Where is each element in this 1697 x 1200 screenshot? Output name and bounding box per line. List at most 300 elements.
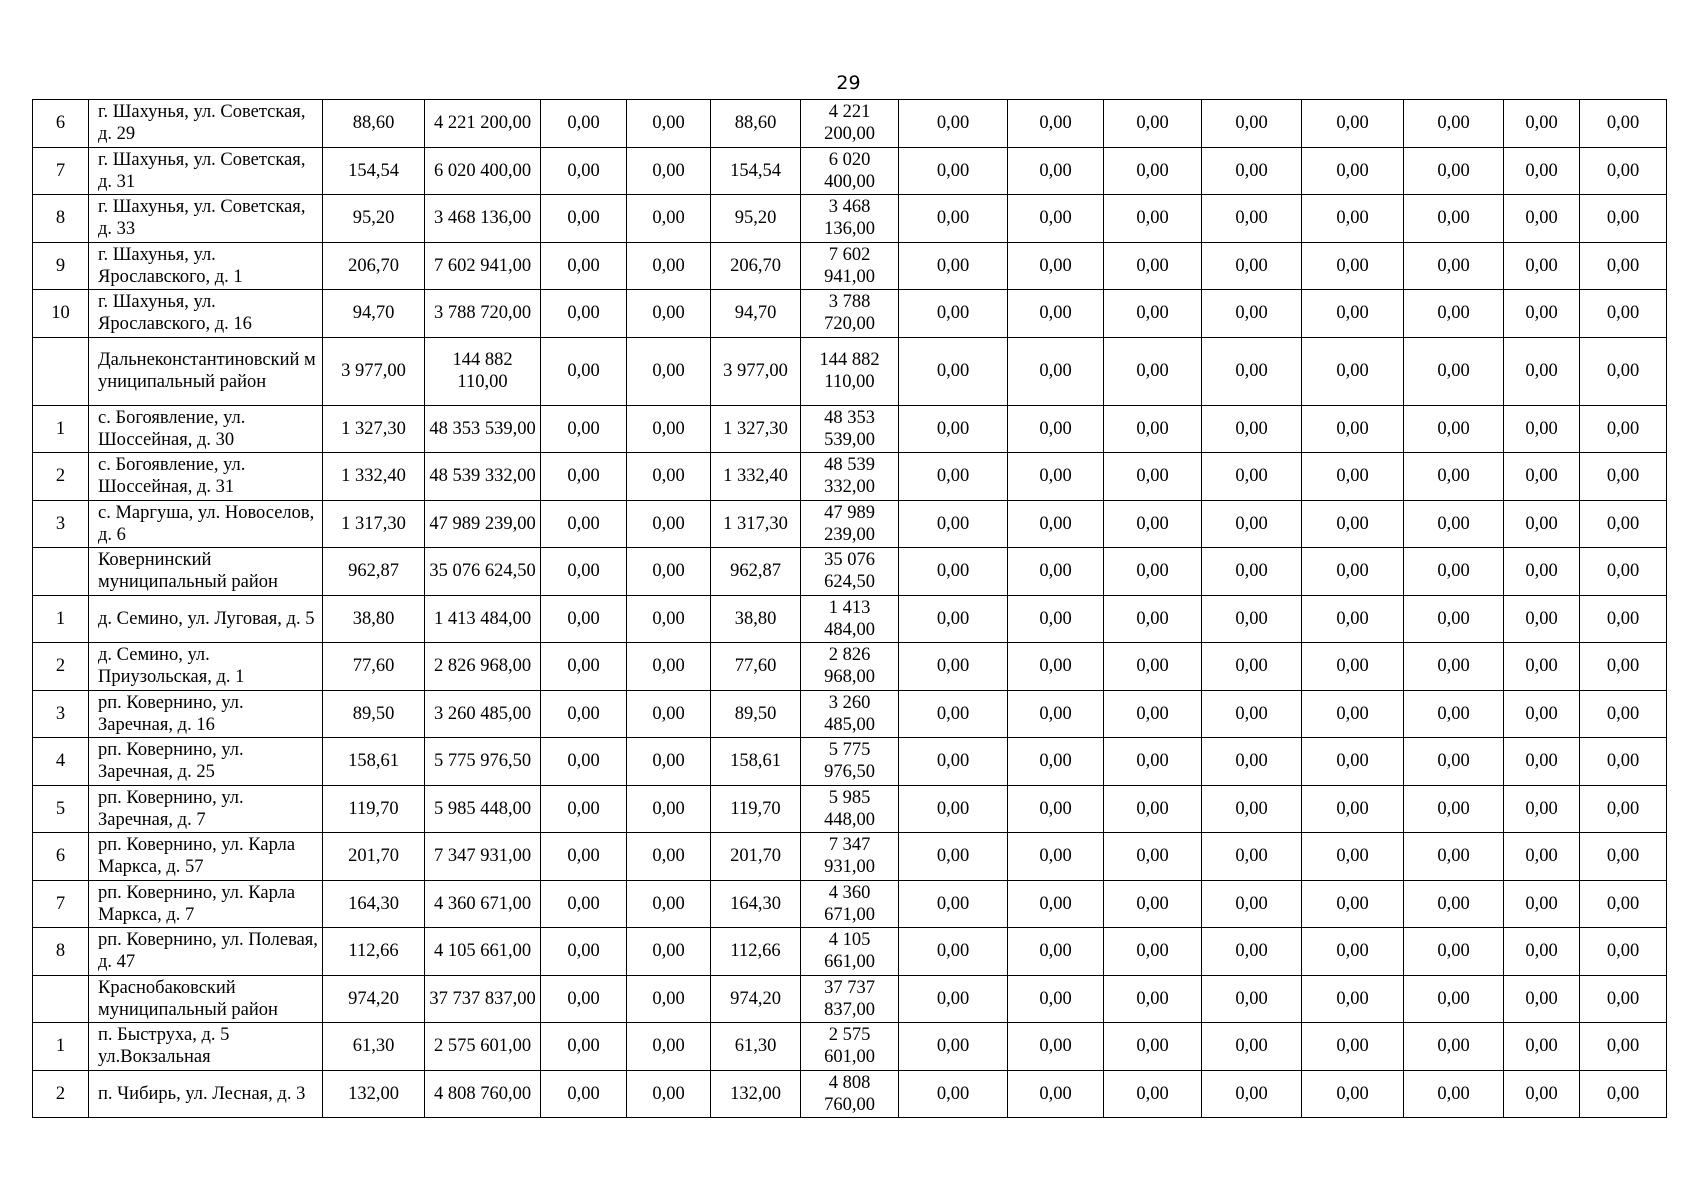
zero-value-cell: 0,00 xyxy=(1580,405,1667,453)
area-cell: 1 332,40 xyxy=(711,453,801,501)
address-cell: рп. Ковернино, ул. Полевая, д. 47 xyxy=(89,928,323,976)
zero-value-cell: 0,00 xyxy=(899,1023,1008,1071)
value-cell: 0,00 xyxy=(541,100,627,148)
zero-value-cell: 0,00 xyxy=(1008,643,1104,691)
table-row xyxy=(33,690,1667,738)
zero-value-cell: 0,00 xyxy=(1580,337,1667,405)
zero-value-cell: 0,00 xyxy=(1404,1070,1504,1118)
zero-value-cell: 0,00 xyxy=(1302,100,1404,148)
zero-value-cell: 0,00 xyxy=(1104,405,1202,453)
cost-cell: 5 985 448,00 xyxy=(425,785,541,833)
zero-value-cell: 0,00 xyxy=(1008,147,1104,195)
cost-cell: 3 468 136,00 xyxy=(801,195,899,243)
value-cell: 0,00 xyxy=(541,405,627,453)
cost-cell: 4 808 760,00 xyxy=(425,1070,541,1118)
zero-value-cell: 0,00 xyxy=(1104,690,1202,738)
zero-value-cell: 0,00 xyxy=(1302,290,1404,338)
zero-value-cell: 0,00 xyxy=(1404,290,1504,338)
row-number-cell: 6 xyxy=(33,100,89,148)
zero-value-cell: 0,00 xyxy=(1302,242,1404,290)
cost-cell: 3 260 485,00 xyxy=(801,690,899,738)
value-cell: 0,00 xyxy=(627,1023,711,1071)
zero-value-cell: 0,00 xyxy=(1008,453,1104,501)
row-number-cell: 7 xyxy=(33,147,89,195)
area-cell: 1 317,30 xyxy=(323,500,425,548)
cost-cell: 4 808 760,00 xyxy=(801,1070,899,1118)
zero-value-cell: 0,00 xyxy=(1104,643,1202,691)
value-cell: 0,00 xyxy=(541,1023,627,1071)
value-cell: 0,00 xyxy=(541,242,627,290)
page-number: 29 xyxy=(836,72,861,94)
zero-value-cell: 0,00 xyxy=(1504,785,1580,833)
address-cell: д. Семино, ул. Приузольская, д. 1 xyxy=(89,643,323,691)
zero-value-cell: 0,00 xyxy=(1504,928,1580,976)
zero-value-cell: 0,00 xyxy=(1202,548,1302,596)
zero-value-cell: 0,00 xyxy=(899,928,1008,976)
zero-value-cell: 0,00 xyxy=(1302,643,1404,691)
value-cell: 0,00 xyxy=(627,500,711,548)
area-cell: 77,60 xyxy=(711,643,801,691)
zero-value-cell: 0,00 xyxy=(1008,690,1104,738)
area-cell: 88,60 xyxy=(323,100,425,148)
cost-cell: 6 020 400,00 xyxy=(801,147,899,195)
data-table xyxy=(32,99,1667,1118)
zero-value-cell: 0,00 xyxy=(1008,1023,1104,1071)
zero-value-cell: 0,00 xyxy=(1202,975,1302,1023)
row-number-cell: 1 xyxy=(33,1023,89,1071)
zero-value-cell: 0,00 xyxy=(1580,100,1667,148)
zero-value-cell: 0,00 xyxy=(1504,643,1580,691)
address-cell: г. Шахунья, ул. Советская, д. 31 xyxy=(89,147,323,195)
zero-value-cell: 0,00 xyxy=(899,242,1008,290)
zero-value-cell: 0,00 xyxy=(1104,1023,1202,1071)
zero-value-cell: 0,00 xyxy=(1580,880,1667,928)
area-cell: 206,70 xyxy=(323,242,425,290)
row-number-cell: 6 xyxy=(33,833,89,881)
zero-value-cell: 0,00 xyxy=(1008,928,1104,976)
cost-cell: 7 602 941,00 xyxy=(425,242,541,290)
area-cell: 89,50 xyxy=(711,690,801,738)
zero-value-cell: 0,00 xyxy=(1104,975,1202,1023)
area-cell: 95,20 xyxy=(323,195,425,243)
zero-value-cell: 0,00 xyxy=(1404,147,1504,195)
table-row xyxy=(33,100,1667,148)
value-cell: 0,00 xyxy=(627,880,711,928)
value-cell: 0,00 xyxy=(627,242,711,290)
area-cell: 158,61 xyxy=(323,738,425,786)
table-row xyxy=(33,405,1667,453)
table-row xyxy=(33,337,1667,405)
zero-value-cell: 0,00 xyxy=(1580,290,1667,338)
cost-cell: 7 347 931,00 xyxy=(425,833,541,881)
cost-cell: 35 076 624,50 xyxy=(425,548,541,596)
zero-value-cell: 0,00 xyxy=(1104,100,1202,148)
value-cell: 0,00 xyxy=(541,548,627,596)
zero-value-cell: 0,00 xyxy=(1504,880,1580,928)
row-number-cell: 9 xyxy=(33,242,89,290)
value-cell: 0,00 xyxy=(541,643,627,691)
area-cell: 1 327,30 xyxy=(711,405,801,453)
zero-value-cell: 0,00 xyxy=(1008,500,1104,548)
cost-cell: 48 353 539,00 xyxy=(425,405,541,453)
cost-cell: 48 353 539,00 xyxy=(801,405,899,453)
cost-cell: 1 413 484,00 xyxy=(801,595,899,643)
zero-value-cell: 0,00 xyxy=(1202,738,1302,786)
zero-value-cell: 0,00 xyxy=(1404,928,1504,976)
zero-value-cell: 0,00 xyxy=(899,880,1008,928)
zero-value-cell: 0,00 xyxy=(1104,290,1202,338)
table-row xyxy=(33,500,1667,548)
cost-cell: 4 105 661,00 xyxy=(801,928,899,976)
area-cell: 88,60 xyxy=(711,100,801,148)
zero-value-cell: 0,00 xyxy=(1504,453,1580,501)
address-cell: рп. Ковернино, ул. Заречная, д. 25 xyxy=(89,738,323,786)
value-cell: 0,00 xyxy=(541,975,627,1023)
zero-value-cell: 0,00 xyxy=(1302,453,1404,501)
value-cell: 0,00 xyxy=(541,595,627,643)
value-cell: 0,00 xyxy=(541,928,627,976)
zero-value-cell: 0,00 xyxy=(1104,1070,1202,1118)
cost-cell: 4 360 671,00 xyxy=(425,880,541,928)
zero-value-cell: 0,00 xyxy=(1008,337,1104,405)
zero-value-cell: 0,00 xyxy=(899,833,1008,881)
zero-value-cell: 0,00 xyxy=(899,548,1008,596)
zero-value-cell: 0,00 xyxy=(1404,242,1504,290)
zero-value-cell: 0,00 xyxy=(1504,975,1580,1023)
area-cell: 3 977,00 xyxy=(711,337,801,405)
cost-cell: 7 347 931,00 xyxy=(801,833,899,881)
value-cell: 0,00 xyxy=(627,405,711,453)
zero-value-cell: 0,00 xyxy=(899,595,1008,643)
zero-value-cell: 0,00 xyxy=(1404,453,1504,501)
address-cell: рп. Ковернино, ул. Заречная, д. 7 xyxy=(89,785,323,833)
zero-value-cell: 0,00 xyxy=(1580,643,1667,691)
cost-cell: 4 105 661,00 xyxy=(425,928,541,976)
zero-value-cell: 0,00 xyxy=(1504,833,1580,881)
zero-value-cell: 0,00 xyxy=(899,290,1008,338)
zero-value-cell: 0,00 xyxy=(1404,690,1504,738)
zero-value-cell: 0,00 xyxy=(1404,1023,1504,1071)
table-row xyxy=(33,833,1667,881)
zero-value-cell: 0,00 xyxy=(1008,100,1104,148)
zero-value-cell: 0,00 xyxy=(1504,405,1580,453)
value-cell: 0,00 xyxy=(541,453,627,501)
value-cell: 0,00 xyxy=(627,643,711,691)
address-cell: п. Чибирь, ул. Лесная, д. 3 xyxy=(89,1070,323,1118)
value-cell: 0,00 xyxy=(627,1070,711,1118)
zero-value-cell: 0,00 xyxy=(1580,1023,1667,1071)
table-row xyxy=(33,548,1667,596)
zero-value-cell: 0,00 xyxy=(1008,975,1104,1023)
table-row xyxy=(33,147,1667,195)
zero-value-cell: 0,00 xyxy=(1104,738,1202,786)
zero-value-cell: 0,00 xyxy=(899,975,1008,1023)
cost-cell: 3 788 720,00 xyxy=(801,290,899,338)
area-cell: 38,80 xyxy=(323,595,425,643)
row-number-cell: 2 xyxy=(33,643,89,691)
table-row xyxy=(33,195,1667,243)
zero-value-cell: 0,00 xyxy=(1008,1070,1104,1118)
zero-value-cell: 0,00 xyxy=(1404,833,1504,881)
zero-value-cell: 0,00 xyxy=(1302,880,1404,928)
cost-cell: 37 737 837,00 xyxy=(801,975,899,1023)
value-cell: 0,00 xyxy=(627,975,711,1023)
area-cell: 95,20 xyxy=(711,195,801,243)
zero-value-cell: 0,00 xyxy=(1404,500,1504,548)
zero-value-cell: 0,00 xyxy=(1504,738,1580,786)
zero-value-cell: 0,00 xyxy=(1202,928,1302,976)
zero-value-cell: 0,00 xyxy=(1504,690,1580,738)
area-cell: 974,20 xyxy=(323,975,425,1023)
zero-value-cell: 0,00 xyxy=(1202,1023,1302,1071)
value-cell: 0,00 xyxy=(627,833,711,881)
area-cell: 38,80 xyxy=(711,595,801,643)
row-number-cell: 8 xyxy=(33,195,89,243)
area-cell: 94,70 xyxy=(711,290,801,338)
value-cell: 0,00 xyxy=(541,147,627,195)
zero-value-cell: 0,00 xyxy=(1404,548,1504,596)
zero-value-cell: 0,00 xyxy=(1302,595,1404,643)
zero-value-cell: 0,00 xyxy=(1104,195,1202,243)
address-cell: д. Семино, ул. Луговая, д. 5 xyxy=(89,595,323,643)
zero-value-cell: 0,00 xyxy=(1580,738,1667,786)
row-number-cell: 2 xyxy=(33,453,89,501)
address-cell: рп. Ковернино, ул. Карла Маркса, д. 57 xyxy=(89,833,323,881)
value-cell: 0,00 xyxy=(627,453,711,501)
zero-value-cell: 0,00 xyxy=(1008,595,1104,643)
value-cell: 0,00 xyxy=(627,595,711,643)
table-row xyxy=(33,785,1667,833)
zero-value-cell: 0,00 xyxy=(1202,453,1302,501)
zero-value-cell: 0,00 xyxy=(1504,500,1580,548)
zero-value-cell: 0,00 xyxy=(1202,405,1302,453)
zero-value-cell: 0,00 xyxy=(1404,880,1504,928)
zero-value-cell: 0,00 xyxy=(1202,690,1302,738)
zero-value-cell: 0,00 xyxy=(1404,785,1504,833)
zero-value-cell: 0,00 xyxy=(1504,595,1580,643)
zero-value-cell: 0,00 xyxy=(1202,290,1302,338)
area-cell: 119,70 xyxy=(711,785,801,833)
zero-value-cell: 0,00 xyxy=(1302,738,1404,786)
zero-value-cell: 0,00 xyxy=(1404,595,1504,643)
zero-value-cell: 0,00 xyxy=(1104,928,1202,976)
zero-value-cell: 0,00 xyxy=(1302,548,1404,596)
row-number-cell: 1 xyxy=(33,405,89,453)
area-cell: 962,87 xyxy=(711,548,801,596)
area-cell: 89,50 xyxy=(323,690,425,738)
zero-value-cell: 0,00 xyxy=(1008,738,1104,786)
table-row xyxy=(33,1070,1667,1118)
zero-value-cell: 0,00 xyxy=(1504,337,1580,405)
zero-value-cell: 0,00 xyxy=(1202,833,1302,881)
zero-value-cell: 0,00 xyxy=(1202,880,1302,928)
row-number-cell: 2 xyxy=(33,1070,89,1118)
row-number-cell: 4 xyxy=(33,738,89,786)
zero-value-cell: 0,00 xyxy=(1504,100,1580,148)
address-cell: Краснобаковский муниципальный район xyxy=(89,975,323,1023)
table-row xyxy=(33,242,1667,290)
zero-value-cell: 0,00 xyxy=(899,785,1008,833)
cost-cell: 47 989 239,00 xyxy=(425,500,541,548)
address-cell: г. Шахунья, ул. Ярославского, д. 16 xyxy=(89,290,323,338)
row-number-cell: 7 xyxy=(33,880,89,928)
zero-value-cell: 0,00 xyxy=(1404,405,1504,453)
table-row xyxy=(33,595,1667,643)
row-number-cell xyxy=(33,337,89,405)
table-row xyxy=(33,738,1667,786)
table-row xyxy=(33,290,1667,338)
zero-value-cell: 0,00 xyxy=(1202,195,1302,243)
cost-cell: 2 575 601,00 xyxy=(425,1023,541,1071)
cost-cell: 2 826 968,00 xyxy=(425,643,541,691)
value-cell: 0,00 xyxy=(627,738,711,786)
address-cell: с. Богоявление, ул. Шоссейная, д. 31 xyxy=(89,453,323,501)
zero-value-cell: 0,00 xyxy=(1504,1070,1580,1118)
zero-value-cell: 0,00 xyxy=(1104,147,1202,195)
cost-cell: 35 076 624,50 xyxy=(801,548,899,596)
zero-value-cell: 0,00 xyxy=(1008,242,1104,290)
area-cell: 112,66 xyxy=(323,928,425,976)
cost-cell: 48 539 332,00 xyxy=(801,453,899,501)
zero-value-cell: 0,00 xyxy=(899,147,1008,195)
zero-value-cell: 0,00 xyxy=(899,738,1008,786)
area-cell: 154,54 xyxy=(711,147,801,195)
zero-value-cell: 0,00 xyxy=(1504,548,1580,596)
zero-value-cell: 0,00 xyxy=(1008,290,1104,338)
zero-value-cell: 0,00 xyxy=(1008,833,1104,881)
zero-value-cell: 0,00 xyxy=(899,337,1008,405)
cost-cell: 3 788 720,00 xyxy=(425,290,541,338)
row-number-cell: 3 xyxy=(33,500,89,548)
table-row xyxy=(33,880,1667,928)
zero-value-cell: 0,00 xyxy=(1104,242,1202,290)
zero-value-cell: 0,00 xyxy=(1580,595,1667,643)
zero-value-cell: 0,00 xyxy=(1404,975,1504,1023)
area-cell: 132,00 xyxy=(711,1070,801,1118)
zero-value-cell: 0,00 xyxy=(899,195,1008,243)
address-cell: рп. Ковернино, ул. Карла Маркса, д. 7 xyxy=(89,880,323,928)
cost-cell: 3 468 136,00 xyxy=(425,195,541,243)
cost-cell: 1 413 484,00 xyxy=(425,595,541,643)
zero-value-cell: 0,00 xyxy=(1008,195,1104,243)
zero-value-cell: 0,00 xyxy=(1504,147,1580,195)
zero-value-cell: 0,00 xyxy=(1202,500,1302,548)
zero-value-cell: 0,00 xyxy=(1104,548,1202,596)
zero-value-cell: 0,00 xyxy=(1008,785,1104,833)
zero-value-cell: 0,00 xyxy=(1580,453,1667,501)
cost-cell: 2 826 968,00 xyxy=(801,643,899,691)
value-cell: 0,00 xyxy=(627,785,711,833)
value-cell: 0,00 xyxy=(541,290,627,338)
area-cell: 154,54 xyxy=(323,147,425,195)
value-cell: 0,00 xyxy=(541,880,627,928)
zero-value-cell: 0,00 xyxy=(1302,405,1404,453)
table-row xyxy=(33,453,1667,501)
zero-value-cell: 0,00 xyxy=(1404,643,1504,691)
table-row xyxy=(33,928,1667,976)
zero-value-cell: 0,00 xyxy=(1008,405,1104,453)
area-cell: 164,30 xyxy=(711,880,801,928)
value-cell: 0,00 xyxy=(627,100,711,148)
zero-value-cell: 0,00 xyxy=(1202,242,1302,290)
zero-value-cell: 0,00 xyxy=(1104,880,1202,928)
value-cell: 0,00 xyxy=(627,690,711,738)
zero-value-cell: 0,00 xyxy=(1504,290,1580,338)
cost-cell: 48 539 332,00 xyxy=(425,453,541,501)
zero-value-cell: 0,00 xyxy=(1404,738,1504,786)
value-cell: 0,00 xyxy=(541,500,627,548)
address-cell: Дальнеконстантиновский муниципальный район xyxy=(89,337,323,405)
zero-value-cell: 0,00 xyxy=(1202,643,1302,691)
zero-value-cell: 0,00 xyxy=(1302,975,1404,1023)
zero-value-cell: 0,00 xyxy=(1580,975,1667,1023)
zero-value-cell: 0,00 xyxy=(1302,337,1404,405)
address-cell: с. Богоявление, ул. Шоссейная, д. 30 xyxy=(89,405,323,453)
zero-value-cell: 0,00 xyxy=(1580,195,1667,243)
address-cell: г. Шахунья, ул. Советская, д. 33 xyxy=(89,195,323,243)
area-cell: 94,70 xyxy=(323,290,425,338)
area-cell: 61,30 xyxy=(323,1023,425,1071)
zero-value-cell: 0,00 xyxy=(1202,337,1302,405)
zero-value-cell: 0,00 xyxy=(1580,833,1667,881)
zero-value-cell: 0,00 xyxy=(1202,785,1302,833)
cost-cell: 144 882 110,00 xyxy=(425,337,541,405)
area-cell: 1 332,40 xyxy=(323,453,425,501)
zero-value-cell: 0,00 xyxy=(1580,242,1667,290)
zero-value-cell: 0,00 xyxy=(899,1070,1008,1118)
value-cell: 0,00 xyxy=(541,1070,627,1118)
zero-value-cell: 0,00 xyxy=(1302,785,1404,833)
cost-cell: 7 602 941,00 xyxy=(801,242,899,290)
area-cell: 132,00 xyxy=(323,1070,425,1118)
zero-value-cell: 0,00 xyxy=(1302,195,1404,243)
area-cell: 962,87 xyxy=(323,548,425,596)
area-cell: 201,70 xyxy=(323,833,425,881)
zero-value-cell: 0,00 xyxy=(1008,880,1104,928)
row-number-cell: 8 xyxy=(33,928,89,976)
zero-value-cell: 0,00 xyxy=(1104,785,1202,833)
zero-value-cell: 0,00 xyxy=(899,100,1008,148)
zero-value-cell: 0,00 xyxy=(1404,195,1504,243)
area-cell: 112,66 xyxy=(711,928,801,976)
cost-cell: 144 882 110,00 xyxy=(801,337,899,405)
zero-value-cell: 0,00 xyxy=(1202,147,1302,195)
cost-cell: 4 360 671,00 xyxy=(801,880,899,928)
zero-value-cell: 0,00 xyxy=(899,405,1008,453)
cost-cell: 3 260 485,00 xyxy=(425,690,541,738)
cost-cell: 2 575 601,00 xyxy=(801,1023,899,1071)
area-cell: 158,61 xyxy=(711,738,801,786)
zero-value-cell: 0,00 xyxy=(1580,1070,1667,1118)
address-cell: г. Шахунья, ул. Советская, д. 29 xyxy=(89,100,323,148)
zero-value-cell: 0,00 xyxy=(1504,242,1580,290)
zero-value-cell: 0,00 xyxy=(1302,147,1404,195)
area-cell: 61,30 xyxy=(711,1023,801,1071)
zero-value-cell: 0,00 xyxy=(1104,453,1202,501)
area-cell: 206,70 xyxy=(711,242,801,290)
address-cell: г. Шахунья, ул. Ярославского, д. 1 xyxy=(89,242,323,290)
value-cell: 0,00 xyxy=(627,928,711,976)
cost-cell: 37 737 837,00 xyxy=(425,975,541,1023)
zero-value-cell: 0,00 xyxy=(899,643,1008,691)
cost-cell: 4 221 200,00 xyxy=(425,100,541,148)
zero-value-cell: 0,00 xyxy=(1302,833,1404,881)
value-cell: 0,00 xyxy=(541,337,627,405)
address-cell: п. Быструха, д. 5 ул.Вокзальная xyxy=(89,1023,323,1071)
zero-value-cell: 0,00 xyxy=(899,690,1008,738)
zero-value-cell: 0,00 xyxy=(1404,337,1504,405)
value-cell: 0,00 xyxy=(541,738,627,786)
